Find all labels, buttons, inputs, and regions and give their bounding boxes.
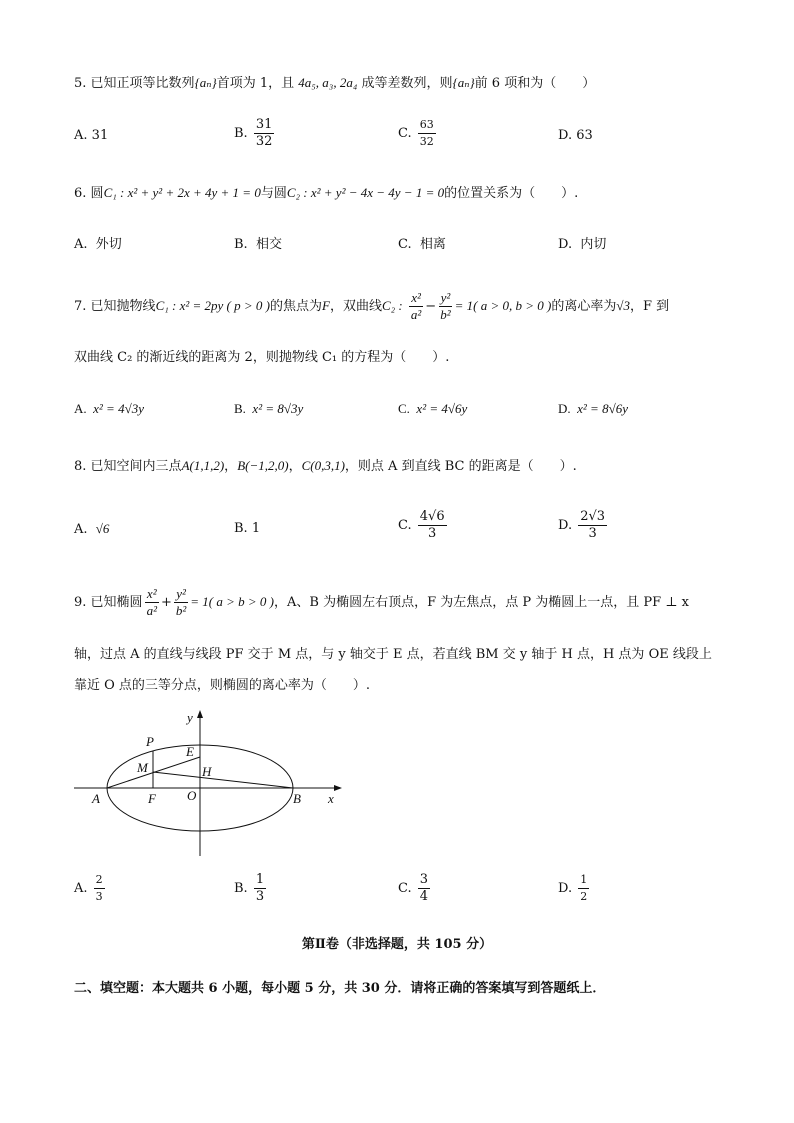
math-point-b: B(−1,2,0) <box>237 458 289 473</box>
label-f: F <box>148 791 156 806</box>
q5-option-b[interactable]: B. $\frac{31}{32}$ <box>234 117 273 149</box>
x-axis-arrow <box>334 785 342 791</box>
q7-option-c[interactable]: C. x² = 4√6y <box>398 401 468 416</box>
q6-option-c[interactable]: C. 相离 <box>398 237 446 252</box>
q5-option-d[interactable]: D. 63 <box>558 128 593 143</box>
label-o: O <box>187 788 197 803</box>
math-point-c: C(0,3,1) <box>301 458 345 473</box>
q8-option-c[interactable]: C. $\frac{4√6}{3}$ <box>398 509 445 541</box>
math-circle-c2: C₂ : x² + y² − 4x − 4y − 1 = 0 <box>286 185 445 200</box>
q5-option-c[interactable]: C. $\frac{63}{32}$ <box>398 118 434 148</box>
math-point-a: A(1,1,2) <box>181 458 225 473</box>
question-5-stem <box>74 72 595 91</box>
label-m: M <box>137 760 148 775</box>
stem-text: 前 6 项和为（ ） <box>474 76 596 91</box>
math-sequence: {aₙ} <box>194 75 217 90</box>
question-7-line-2: 双曲线 C₂ 的渐近线的距离为 2，则抛物线 C₁ 的方程为（ ）. <box>74 350 450 365</box>
label-h: H <box>202 764 212 779</box>
question-9-line-3: 靠近 O 点的三等分点，则椭圆的离心率为（ ）. <box>74 678 371 693</box>
question-9-stem: 9. 已知椭圆 $\frac{\text{x²}}{\text{a²}}$ + $\frac{\text{y²}}{\text{b²}}$ = 1( a > b > 0 )，A、B 为椭圆左右顶点，F 为左焦点，点 P 为椭圆上一点，且 PF ⊥ x <box>74 586 689 618</box>
line-bm <box>153 772 293 788</box>
section-2-heading: 二、填空题：本大题共 6 小题，每小题 5 分，共 30 分．请将正确的答案填写到答题纸上． <box>74 981 606 996</box>
stem-text: 已知正项等比数列 <box>90 76 195 91</box>
q9-option-b[interactable]: B. $\frac{1}{3}$ <box>234 872 265 904</box>
q7-option-b[interactable]: B. x² = 8√3y <box>234 401 304 416</box>
label-b: B <box>293 791 301 806</box>
stem-text: 首项为 1，且 <box>216 76 295 91</box>
label-a: A <box>92 791 100 806</box>
question-7-stem: 7. 已知抛物线C₁ : x² = 2py ( p > 0 )的焦点为F，双曲线C₂ : $\frac{\text{x²}}{\text{a²}}$ − $\frac{\text{y²}}{\text{b²}}$ = 1( a > 0, b > 0 )的离心率为√3，F 到 <box>74 290 670 322</box>
label-p: P <box>146 734 154 749</box>
q6-option-a[interactable]: A. 外切 <box>74 237 122 252</box>
q5-option-a[interactable]: A. 31 <box>74 128 109 143</box>
label-y: y <box>187 710 193 725</box>
math-expression: 4a₅, a₃, 2a₄ <box>298 75 358 90</box>
part-2-title: 第Ⅱ卷（非选择题，共 105 分） <box>301 937 493 952</box>
q6-option-d[interactable]: D. 内切 <box>558 237 607 252</box>
math-parabola: C₁ : x² = 2py ( p > 0 ) <box>155 298 270 313</box>
stem-text: 成等差数列，则 <box>361 76 453 91</box>
question-8-stem: 8. 已知空间内三点A(1,1,2)，B(−1,2,0)，C(0,3,1)，则点 A 到直线 BC 的距离是（ ）. <box>74 458 577 474</box>
q8-option-b[interactable]: B. 1 <box>234 521 261 536</box>
math-sequence: {aₙ} <box>452 75 475 90</box>
label-x: x <box>328 791 334 806</box>
math-circle-c1: C₁ : x² + y² + 2x + 4y + 1 = 0 <box>103 185 261 200</box>
y-axis-arrow <box>197 710 203 718</box>
q8-option-a[interactable]: A. √6 <box>74 521 110 537</box>
ellipse-figure <box>60 700 360 860</box>
question-6-stem: 6. 圆C₁ : x² + y² + 2x + 4y + 1 = 0与圆C₂ : x² + y² − 4x − 4y − 1 = 0的位置关系为（ ）. <box>74 185 579 201</box>
q8-option-d[interactable]: D. $\frac{2√3}{3}$ <box>558 509 606 541</box>
label-e: E <box>186 744 194 759</box>
q7-option-a[interactable]: A. x² = 4√3y <box>74 401 144 416</box>
q7-option-d[interactable]: D. x² = 8√6y <box>558 401 628 416</box>
question-number: 5. <box>74 76 87 91</box>
q9-option-a[interactable]: A. $\frac{2}{3}$ <box>74 873 103 903</box>
math-eccentricity: √3 <box>616 298 630 313</box>
q6-option-b[interactable]: B. 相交 <box>234 237 282 252</box>
q9-option-c[interactable]: C. $\frac{3}{4}$ <box>398 872 429 904</box>
q9-option-d[interactable]: D. $\frac{1}{2}$ <box>558 873 588 903</box>
question-9-line-2: 轴，过点 A 的直线与线段 PF 交于 M 点，与 y 轴交于 E 点，若直线 BM 交 y 轴于 H 点，H 点为 OE 线段上 <box>74 647 712 662</box>
